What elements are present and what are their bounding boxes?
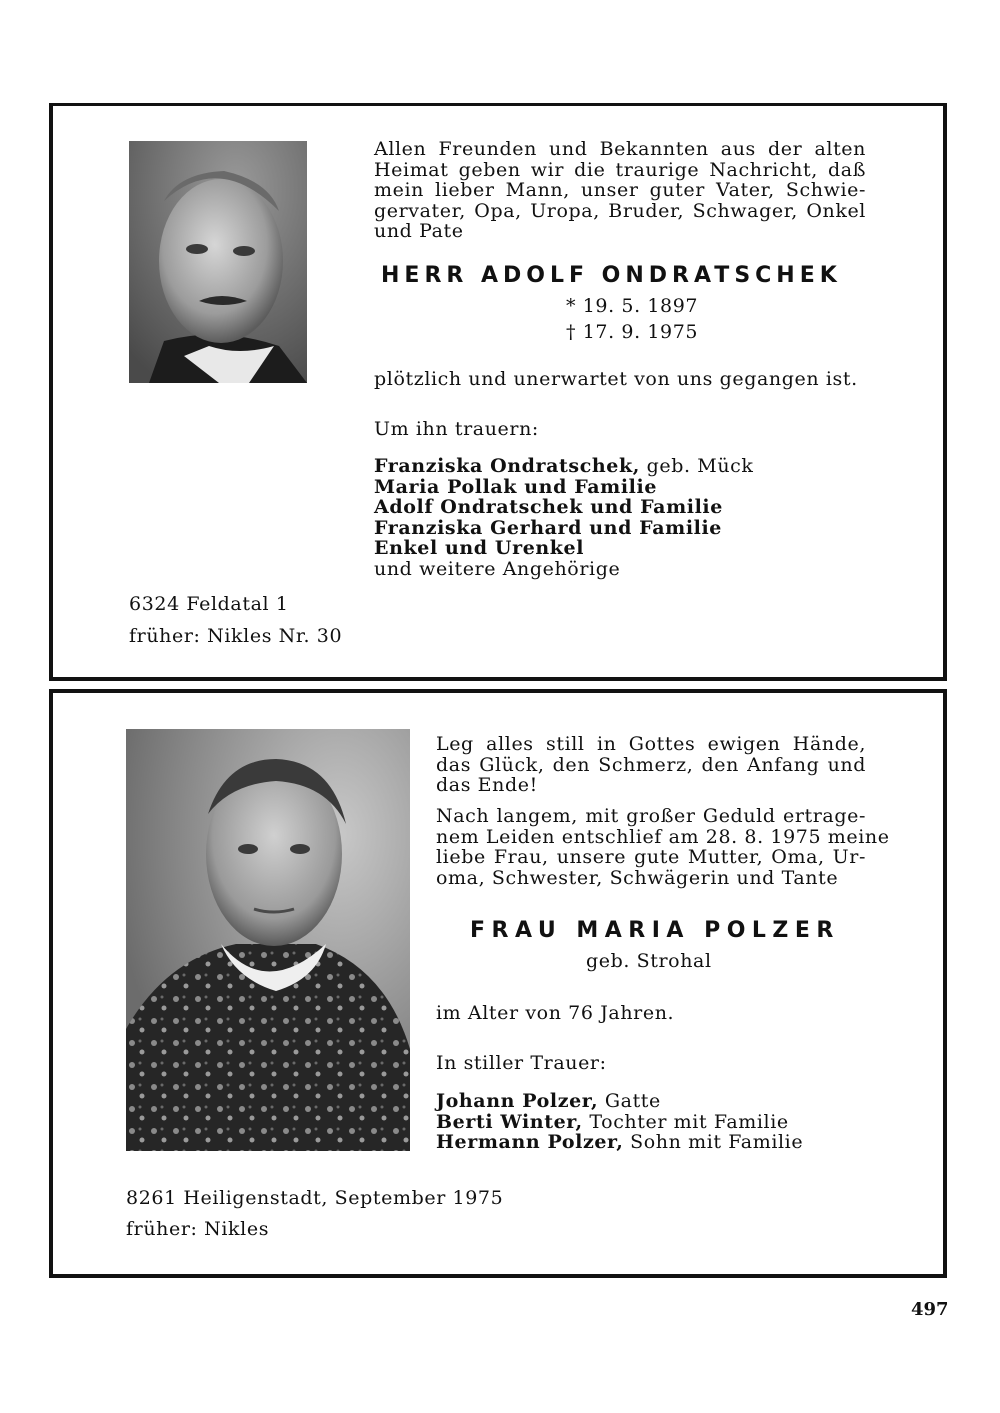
- address: 6324 Feldatal 1: [129, 593, 289, 615]
- verse-line: das Glück, den Schmerz, den Anfang und: [436, 753, 866, 776]
- portrait-photo-ondratschek: [129, 141, 307, 383]
- former-address: früher: Nikles: [126, 1218, 270, 1240]
- mourners-heading: Um ihn trauern:: [374, 418, 539, 440]
- intro-line: mein lieber Mann, unser guter Vater, Schwie-: [374, 179, 866, 201]
- mourner-entry: Franziska Gerhard und Familie: [374, 516, 722, 539]
- age-statement: im Alter von 76 Jahren.: [436, 1002, 675, 1024]
- mourner-entry: Johann Polzer, Gatte: [436, 1090, 661, 1112]
- intro-line: Allen Freunden und Bekannten aus der alten: [374, 138, 866, 160]
- mourners-heading: In stiller Trauer:: [436, 1052, 607, 1074]
- mourner-entry: Hermann Polzer, Sohn mit Familie: [436, 1131, 804, 1153]
- mourner-entry: Enkel und Urenkel: [374, 537, 585, 559]
- deceased-name-ondratschek: HERR ADOLF ONDRATSCHEK: [381, 263, 842, 288]
- death-notice-line: nem Leiden entschlief am 28. 8. 1975 meine: [436, 825, 890, 848]
- mourner-entry: Franziska Ondratschek, geb. Mück: [374, 455, 754, 477]
- intro-line: gervater, Opa, Uropa, Bruder, Schwager, Onkel: [374, 199, 866, 222]
- former-address: früher: Nikles Nr. 30: [129, 625, 343, 647]
- intro-line: Heimat geben wir die traurige Nachricht, daß: [374, 158, 866, 181]
- verse-line: das Ende!: [436, 774, 538, 796]
- mourner-entry: Adolf Ondratschek und Familie: [374, 496, 723, 518]
- deceased-name-polzer: FRAU MARIA POLZER: [470, 918, 840, 943]
- mourner-entry: und weitere Angehörige: [374, 557, 621, 580]
- mourners-list: [436, 1091, 803, 1153]
- maiden-name: geb. Strohal: [586, 950, 712, 972]
- verse-line: Leg alles still in Gottes ewigen Hände,: [436, 733, 866, 755]
- passing-statement: plötzlich und unerwartet von uns gegangen ist.: [374, 368, 858, 390]
- mourners-list: [374, 456, 754, 579]
- address: 8261 Heiligenstadt, September 1975: [126, 1187, 504, 1209]
- intro-line: und Pate: [374, 220, 464, 242]
- birth-date: * 19. 5. 1897: [566, 295, 699, 317]
- death-notice-line: oma, Schwester, Schwägerin und Tante: [436, 866, 839, 889]
- death-notice-line: liebe Frau, unsere gute Mutter, Oma, Ur-: [436, 846, 866, 868]
- mourner-entry: Berti Winter, Tochter mit Familie: [436, 1110, 789, 1133]
- death-date: † 17. 9. 1975: [566, 321, 699, 343]
- portrait-photo-polzer: [126, 729, 410, 1151]
- death-notice-line: Nach langem, mit großer Geduld ertrage-: [436, 805, 866, 827]
- mourner-entry: Maria Pollak und Familie: [374, 475, 658, 498]
- page-number: 497: [911, 1299, 949, 1320]
